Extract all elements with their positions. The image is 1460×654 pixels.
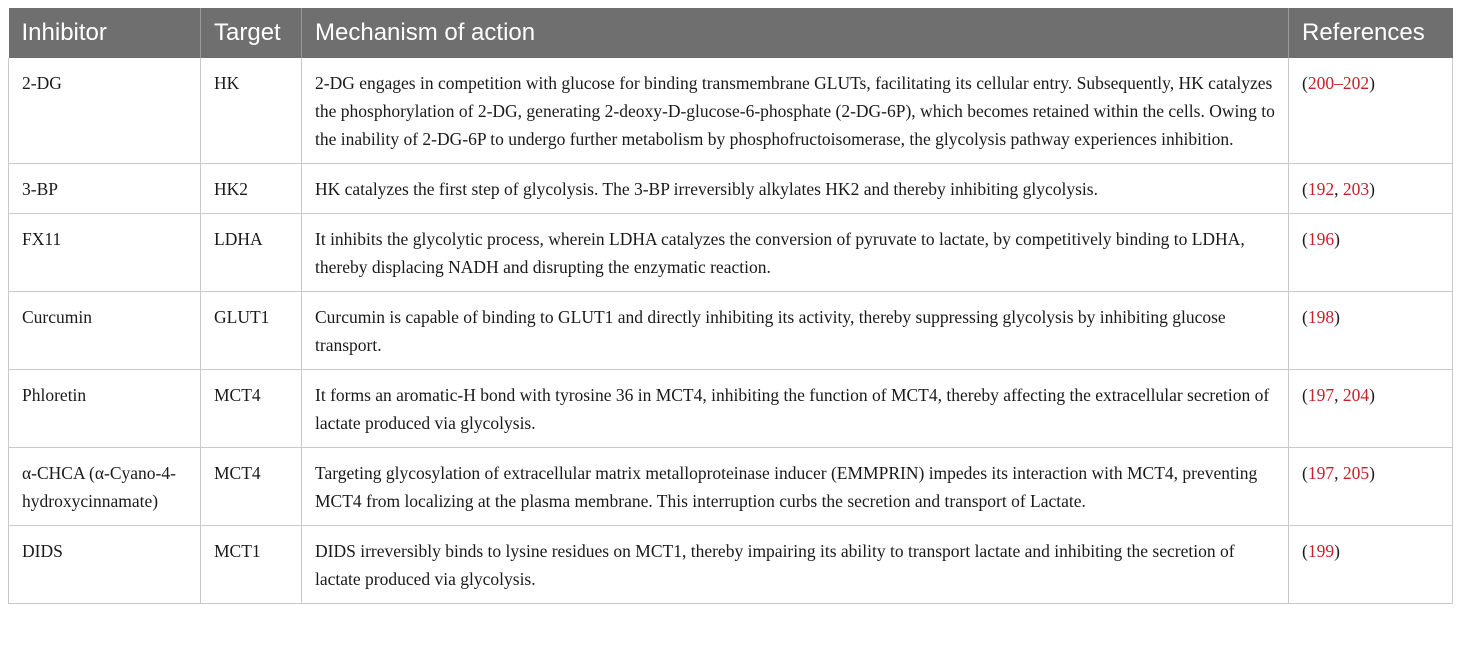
cell-target: MCT4 (201, 448, 302, 526)
cell-mechanism: It forms an aromatic-H bond with tyrosine 36 in MCT4, inhibiting the function of MCT4, thereby affecting the extracellular secretion of lactate produced via glycolysis. (302, 370, 1289, 448)
cell-references: (198) (1289, 292, 1453, 370)
cell-mechanism: 2-DG engages in competition with glucose for binding transmembrane GLUTs, facilitating its cellular entry. Subsequently, HK catalyzes the phosphorylation of 2-DG, generating 2-deoxy-D-glucose-6-phosphate (2-DG-6P), which becomes retained within the cells. Owing to the inability of 2-DG-6P to undergo further metabolism by phosphofructoisomerase, the glycolysis pathway experiences inhibition. (302, 58, 1289, 164)
cell-references: (197, 205) (1289, 448, 1453, 526)
cell-mechanism: It inhibits the glycolytic process, wherein LDHA catalyzes the conversion of pyruvate to lactate, by competitively binding to LDHA, thereby displacing NADH and disrupting the enzymatic reaction. (302, 214, 1289, 292)
cell-mechanism: HK catalyzes the first step of glycolysis. The 3-BP irreversibly alkylates HK2 and thereby inhibiting glycolysis. (302, 164, 1289, 214)
cell-references: (197, 204) (1289, 370, 1453, 448)
reference-link[interactable]: 199 (1307, 541, 1335, 561)
reference-link[interactable]: 203 (1342, 179, 1370, 199)
cell-references: (196) (1289, 214, 1453, 292)
cell-references: (192, 203) (1289, 164, 1453, 214)
cell-references: (199) (1289, 526, 1453, 604)
inhibitor-table (8, 8, 1453, 604)
table-row (9, 526, 1453, 604)
cell-references: (200–202) (1289, 58, 1453, 164)
table-row (9, 292, 1453, 370)
cell-target: LDHA (201, 214, 302, 292)
header-target: Target (201, 8, 302, 58)
cell-inhibitor: α-CHCA (α-Cyano-4-hydroxycinnamate) (9, 448, 201, 526)
cell-target: MCT1 (201, 526, 302, 604)
cell-mechanism: Targeting glycosylation of extracellular matrix metalloproteinase inducer (EMMPRIN) impedes its interaction with MCT4, preventing MCT4 from localizing at the plasma membrane. This interruption curbs the secretion and transport of Lactate. (302, 448, 1289, 526)
table-body (9, 58, 1453, 604)
table-row (9, 58, 1453, 164)
reference-link[interactable]: 197 (1307, 463, 1335, 483)
reference-link[interactable]: 200–202 (1307, 73, 1370, 93)
reference-link[interactable]: 197 (1307, 385, 1335, 405)
header-references: References (1302, 19, 1425, 46)
header-inhibitor: Inhibitor (9, 8, 201, 58)
cell-mechanism: Curcumin is capable of binding to GLUT1 and directly inhibiting its activity, thereby suppressing glycolysis by inhibiting glucose transport. (302, 292, 1289, 370)
table-row (9, 164, 1453, 214)
inhibitor-table-container (8, 8, 1452, 604)
cell-inhibitor: DIDS (9, 526, 201, 604)
reference-link[interactable]: 204 (1342, 385, 1370, 405)
reference-link[interactable]: 205 (1342, 463, 1370, 483)
reference-link[interactable]: 196 (1307, 229, 1335, 249)
cell-mechanism: DIDS irreversibly binds to lysine residues on MCT1, thereby impairing its ability to transport lactate and inhibiting the secretion of lactate produced via glycolysis. (302, 526, 1289, 604)
cell-inhibitor: FX11 (9, 214, 201, 292)
cell-inhibitor: 2-DG (9, 58, 201, 164)
reference-link[interactable]: 198 (1307, 307, 1335, 327)
table-row (9, 448, 1453, 526)
cell-target: HK2 (201, 164, 302, 214)
cell-inhibitor: Curcumin (9, 292, 201, 370)
reference-link[interactable]: 192 (1307, 179, 1335, 199)
table-row (9, 214, 1453, 292)
table-header-row (9, 8, 1453, 58)
cell-target: HK (201, 58, 302, 164)
cell-inhibitor: 3-BP (9, 164, 201, 214)
header-mechanism: Mechanism of action (302, 8, 1289, 58)
table-row (9, 370, 1453, 448)
cell-target: MCT4 (201, 370, 302, 448)
cell-target: GLUT1 (201, 292, 302, 370)
cell-inhibitor: Phloretin (9, 370, 201, 448)
